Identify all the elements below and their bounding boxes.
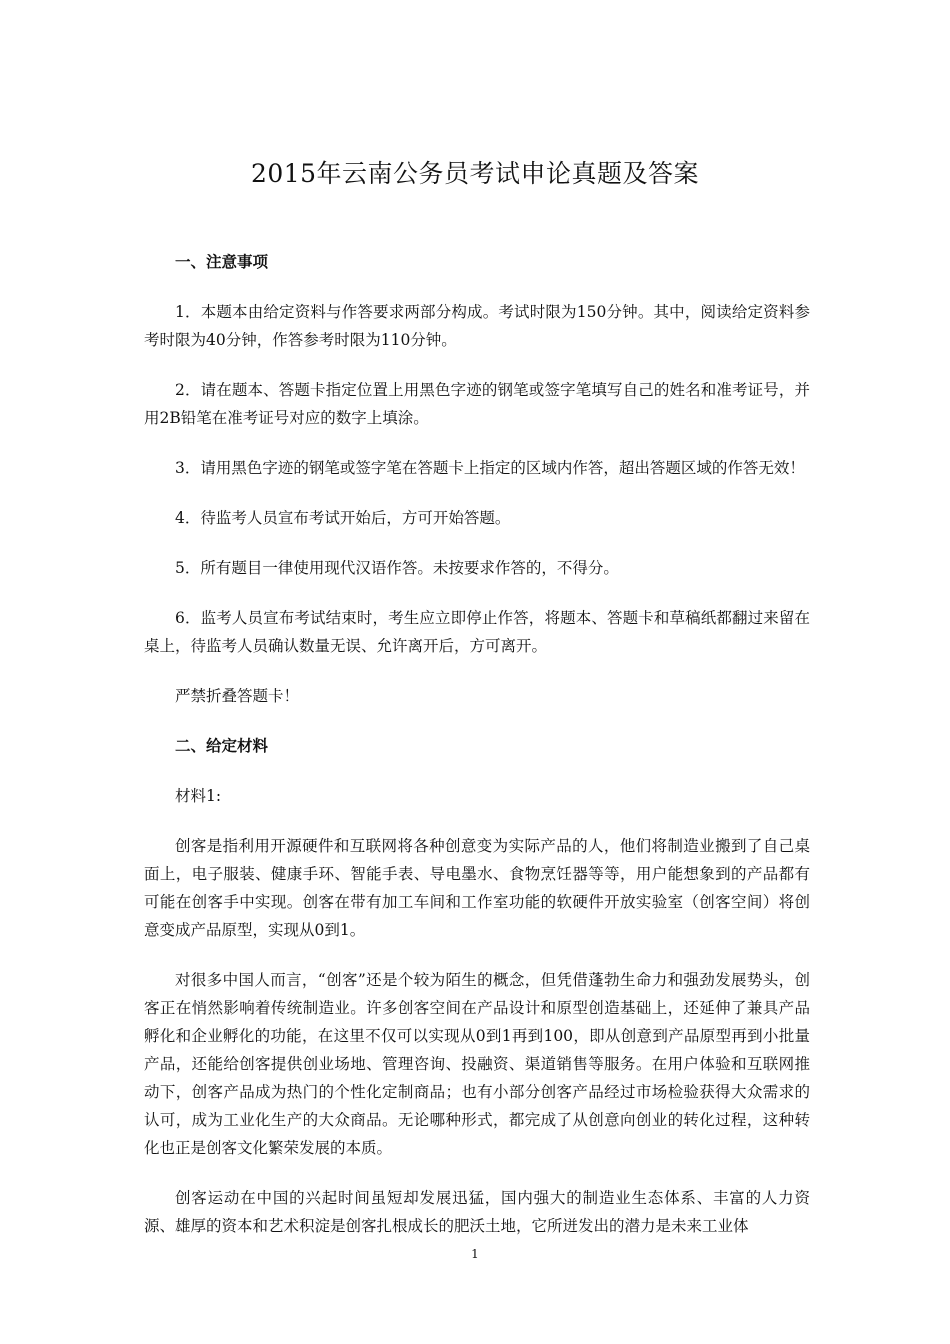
material-paragraph-3: 创客运动在中国的兴起时间虽短却发展迅猛，国内强大的制造业生态体系、丰富的人力资源、雄厚的资本和艺术积淀是创客扎根成长的肥沃土地，它所迸发出的潜力是未来工业体: [144, 1189, 810, 1235]
material-paragraph-1: 创客是指利用开源硬件和互联网将各种创意变为实际产品的人，他们将制造业搬到了自己桌面上，电子服装、健康手环、智能手表、导电墨水、食物烹饪器等等，用户能想象到的产品都有可能在创客手中实现。创客在带有加工车间和工作室功能的软硬件开放实验室（创客空间）将创意变成产品原型，实现从0到1。: [144, 837, 810, 939]
notice-item-5: 5．所有题目一律使用现代汉语作答。未按要求作答的，不得分。: [175, 559, 619, 577]
section-heading-notice: 一、注意事项: [175, 252, 269, 271]
notice-item-1: 1．本题本由给定资料与作答要求两部分构成。考试时限为150分钟。其中，阅读给定资料参考时限为40分钟，作答参考时限为110分钟。: [144, 303, 810, 349]
notice-item-3: 3．请用黑色字迹的钢笔或签字笔在答题卡上指定的区域内作答，超出答题区域的作答无效！: [175, 459, 805, 477]
notice-item-6: 6．监考人员宣布考试结束时，考生应立即停止作答，将题本、答题卡和草稿纸都翻过来留在桌上，待监考人员确认数量无误、允许离开后，方可离开。: [144, 609, 810, 655]
page-number: 1: [471, 1247, 479, 1261]
section-heading-materials: 二、给定材料: [175, 736, 269, 755]
document-body: [144, 248, 810, 1262]
notice-item-4: 4．待监考人员宣布考试开始后，方可开始答题。: [175, 509, 511, 527]
warning-text: 严禁折叠答题卡！: [175, 687, 300, 705]
material-label: 材料1:: [175, 787, 222, 805]
document-title: 2015年云南公务员考试申论真题及答案: [250, 159, 700, 188]
material-paragraph-2: 对很多中国人而言，“创客”还是个较为陌生的概念，但凭借蓬勃生命力和强劲发展势头，创客正在悄然影响着传统制造业。许多创客空间在产品设计和原型创造基础上，还延伸了兼具产品孵化和企业孵化的功能，在这里不仅可以实现从0到1再到100，即从创意到产品原型再到小批量产品，还能给创客提供创业场地、管理咨询、投融资、渠道销售等服务。在用户体验和互联网推动下，创客产品成为热门的个性化定制商品；也有小部分创客产品经过市场检验获得大众需求的认可，成为工业化生产的大众商品。无论哪种形式，都完成了从创意向创业的转化过程，这种转化也正是创客文化繁荣发展的本质。: [144, 971, 810, 1157]
notice-item-2: 2．请在题本、答题卡指定位置上用黑色字迹的钢笔或签字笔填写自己的姓名和准考证号，并用2B铅笔在准考证号对应的数字上填涂。: [144, 381, 810, 427]
